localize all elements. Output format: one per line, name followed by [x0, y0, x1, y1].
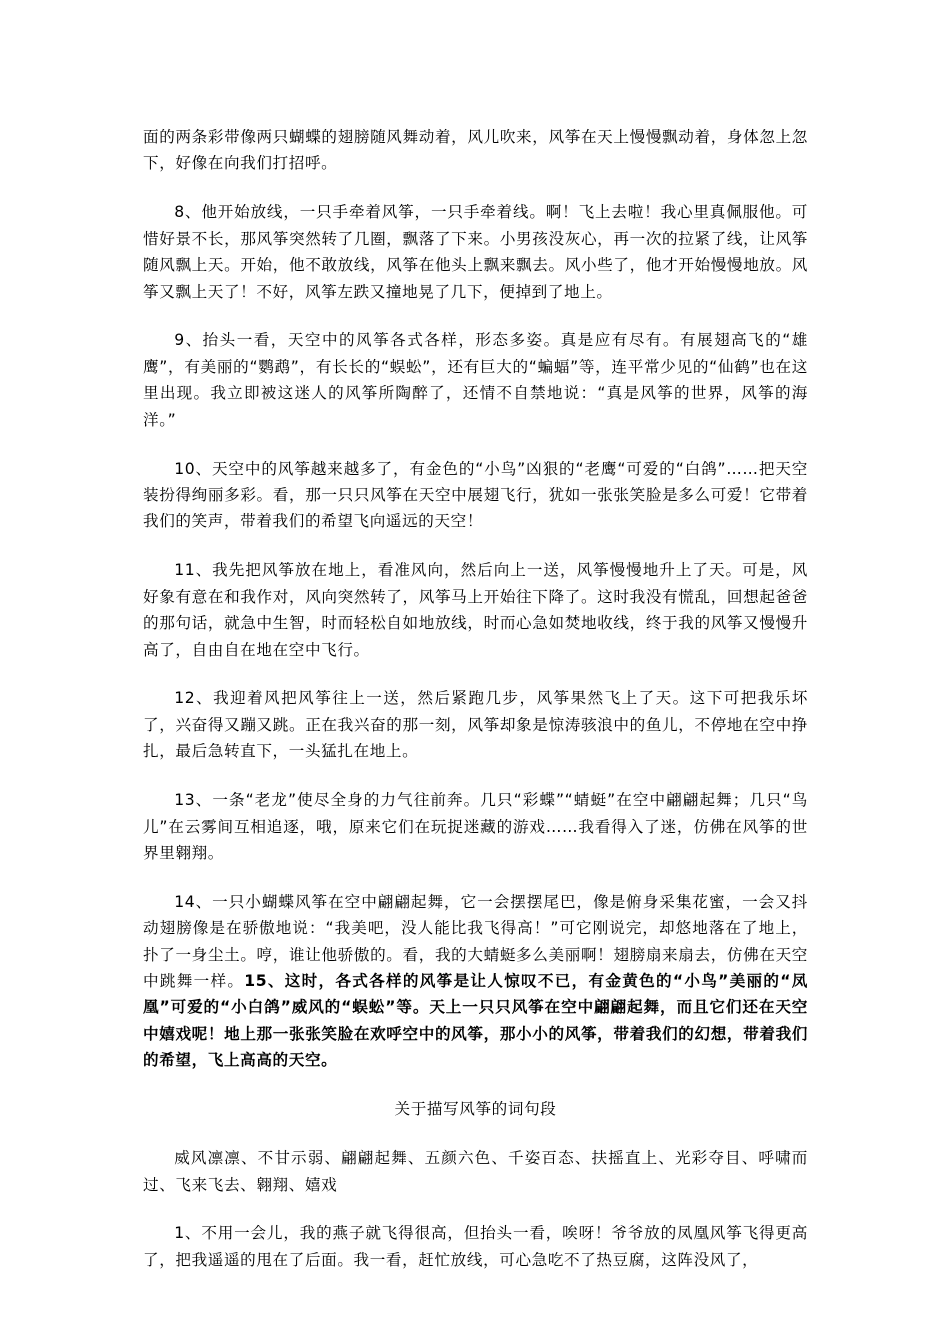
paragraph-8: 8、他开始放线，一只手牵着风筝，一只手牵着线。啊！飞上去啦！我心里真佩服他。可惜好景不长，那风筝突然转了几圈，飘落了下来。小男孩没灰心，再一次的拉紧了线，让风筝随风飘上天。开始，他不敢放线，风筝在他头上飘来飘去。风小些了，他才开始慢慢地放。风筝又飘上天了！不好，风筝左跌又撞地晃了几下，便掉到了地上。: [143, 203, 808, 301]
paragraph-12: 12、我迎着风把风筝往上一送，然后紧跑几步，风筝果然飞上了天。这下可把我乐坏了，兴奋得又蹦又跳。正在我兴奋的那一刻，风筝却象是惊涛骇浪中的鱼儿，不停地在空中挣扎，最后急转直下，一头猛扎在地上。: [143, 689, 808, 761]
paragraph-15-bold-text: 15、这时，各式各样的风筝是让人惊叹不已，有金黄色的“小鸟”美丽的“凤凰”可爱的“小白鸽”威风的“蜈蚣”等。天上一只只风筝在空中翩翩起舞，而且它们还在天空中嬉戏呢！地上那一张张笑脸在欢呼空中的风筝，那小小的风筝，带着我们的幻想，带着我们的希望，飞上高高的天空。: [143, 972, 808, 1070]
paragraph-10: 10、天空中的风筝越来越多了，有金色的“小鸟”凶狠的“老鹰“可爱的“白鸽”……把天空装扮得绚丽多彩。看，那一只只风筝在天空中展翅飞行，犹如一张张笑脸是多么可爱！它带着我们的笑声，带着我们的希望飞向遥远的天空！: [143, 459, 808, 531]
paragraph-11: 11、我先把风筝放在地上，看准风向，然后向上一送，风筝慢慢地升上了天。可是，风好象有意在和我作对，风向突然转了，风筝马上开始往下降了。这时我没有慌乱，回想起爸爸的那句话，就急中生智，时而轻松自如地放线，时而心急如焚地收线，终于我的风筝又慢慢升高了，自由自在地在空中飞行。: [143, 561, 808, 659]
paragraph-14-15: [143, 889, 808, 1074]
paragraph-1: 1、不用一会儿，我的燕子就飞得很高，但抬头一看，唉呀！爷爷放的凤凰风筝飞得更高了，把我遥遥的甩在了后面。我一看，赶忙放线，可心急吃不了热豆腐，这阵没风了，: [143, 1224, 808, 1269]
section-heading: 关于描写风筝的词句段: [394, 1100, 557, 1119]
document-body: [143, 124, 808, 1296]
paragraph-continuation: 面的两条彩带像两只蝴蝶的翅膀随风舞动着，风儿吹来，风筝在天上慢慢飘动着，身体忽上忽下，好像在向我们打招呼。: [143, 128, 808, 173]
paragraph-9: 9、抬头一看，天空中的风筝各式各样，形态多姿。真是应有尽有。有展翅高飞的“雄鹰”，有美丽的“鹦鹉”，有长长的“蜈蚣”，还有巨大的“蝙蝠”等，连平常少见的“仙鹤”也在这里出现。我立即被这迷人的风筝所陶醉了，还情不自禁地说：“真是风筝的世界，风筝的海洋。”: [143, 331, 808, 429]
paragraph-14-text: 14、一只小蝴蝶风筝在空中翩翩起舞，它一会摆摆尾巴，像是俯身采集花蜜，一会又抖动翅膀像是在骄傲地说：“我美吧，没人能比我飞得高！”可它刚说完，却悠地落在了地上，扑了一身尘土。哼，谁让他骄傲的。看，我的大蜻蜓多么美丽啊！翅膀扇来扇去，仿佛在天空中跳舞一样。: [143, 892, 808, 991]
paragraph-13: 13、一条“老龙”使尽全身的力气往前奔。几只“彩蝶”“蜻蜓”在空中翩翩起舞；几只“鸟儿”在云雾间互相追逐，哦，原来它们在玩捉迷藏的游戏……我看得入了迷，仿佛在风筝的世界里翱翔。: [143, 791, 808, 862]
vocabulary-list: 威风凛凛、不甘示弱、翩翩起舞、五颜六色、千姿百态、扶摇直上、光彩夺目、呼啸而过、飞来飞去、翱翔、嬉戏: [143, 1149, 808, 1194]
